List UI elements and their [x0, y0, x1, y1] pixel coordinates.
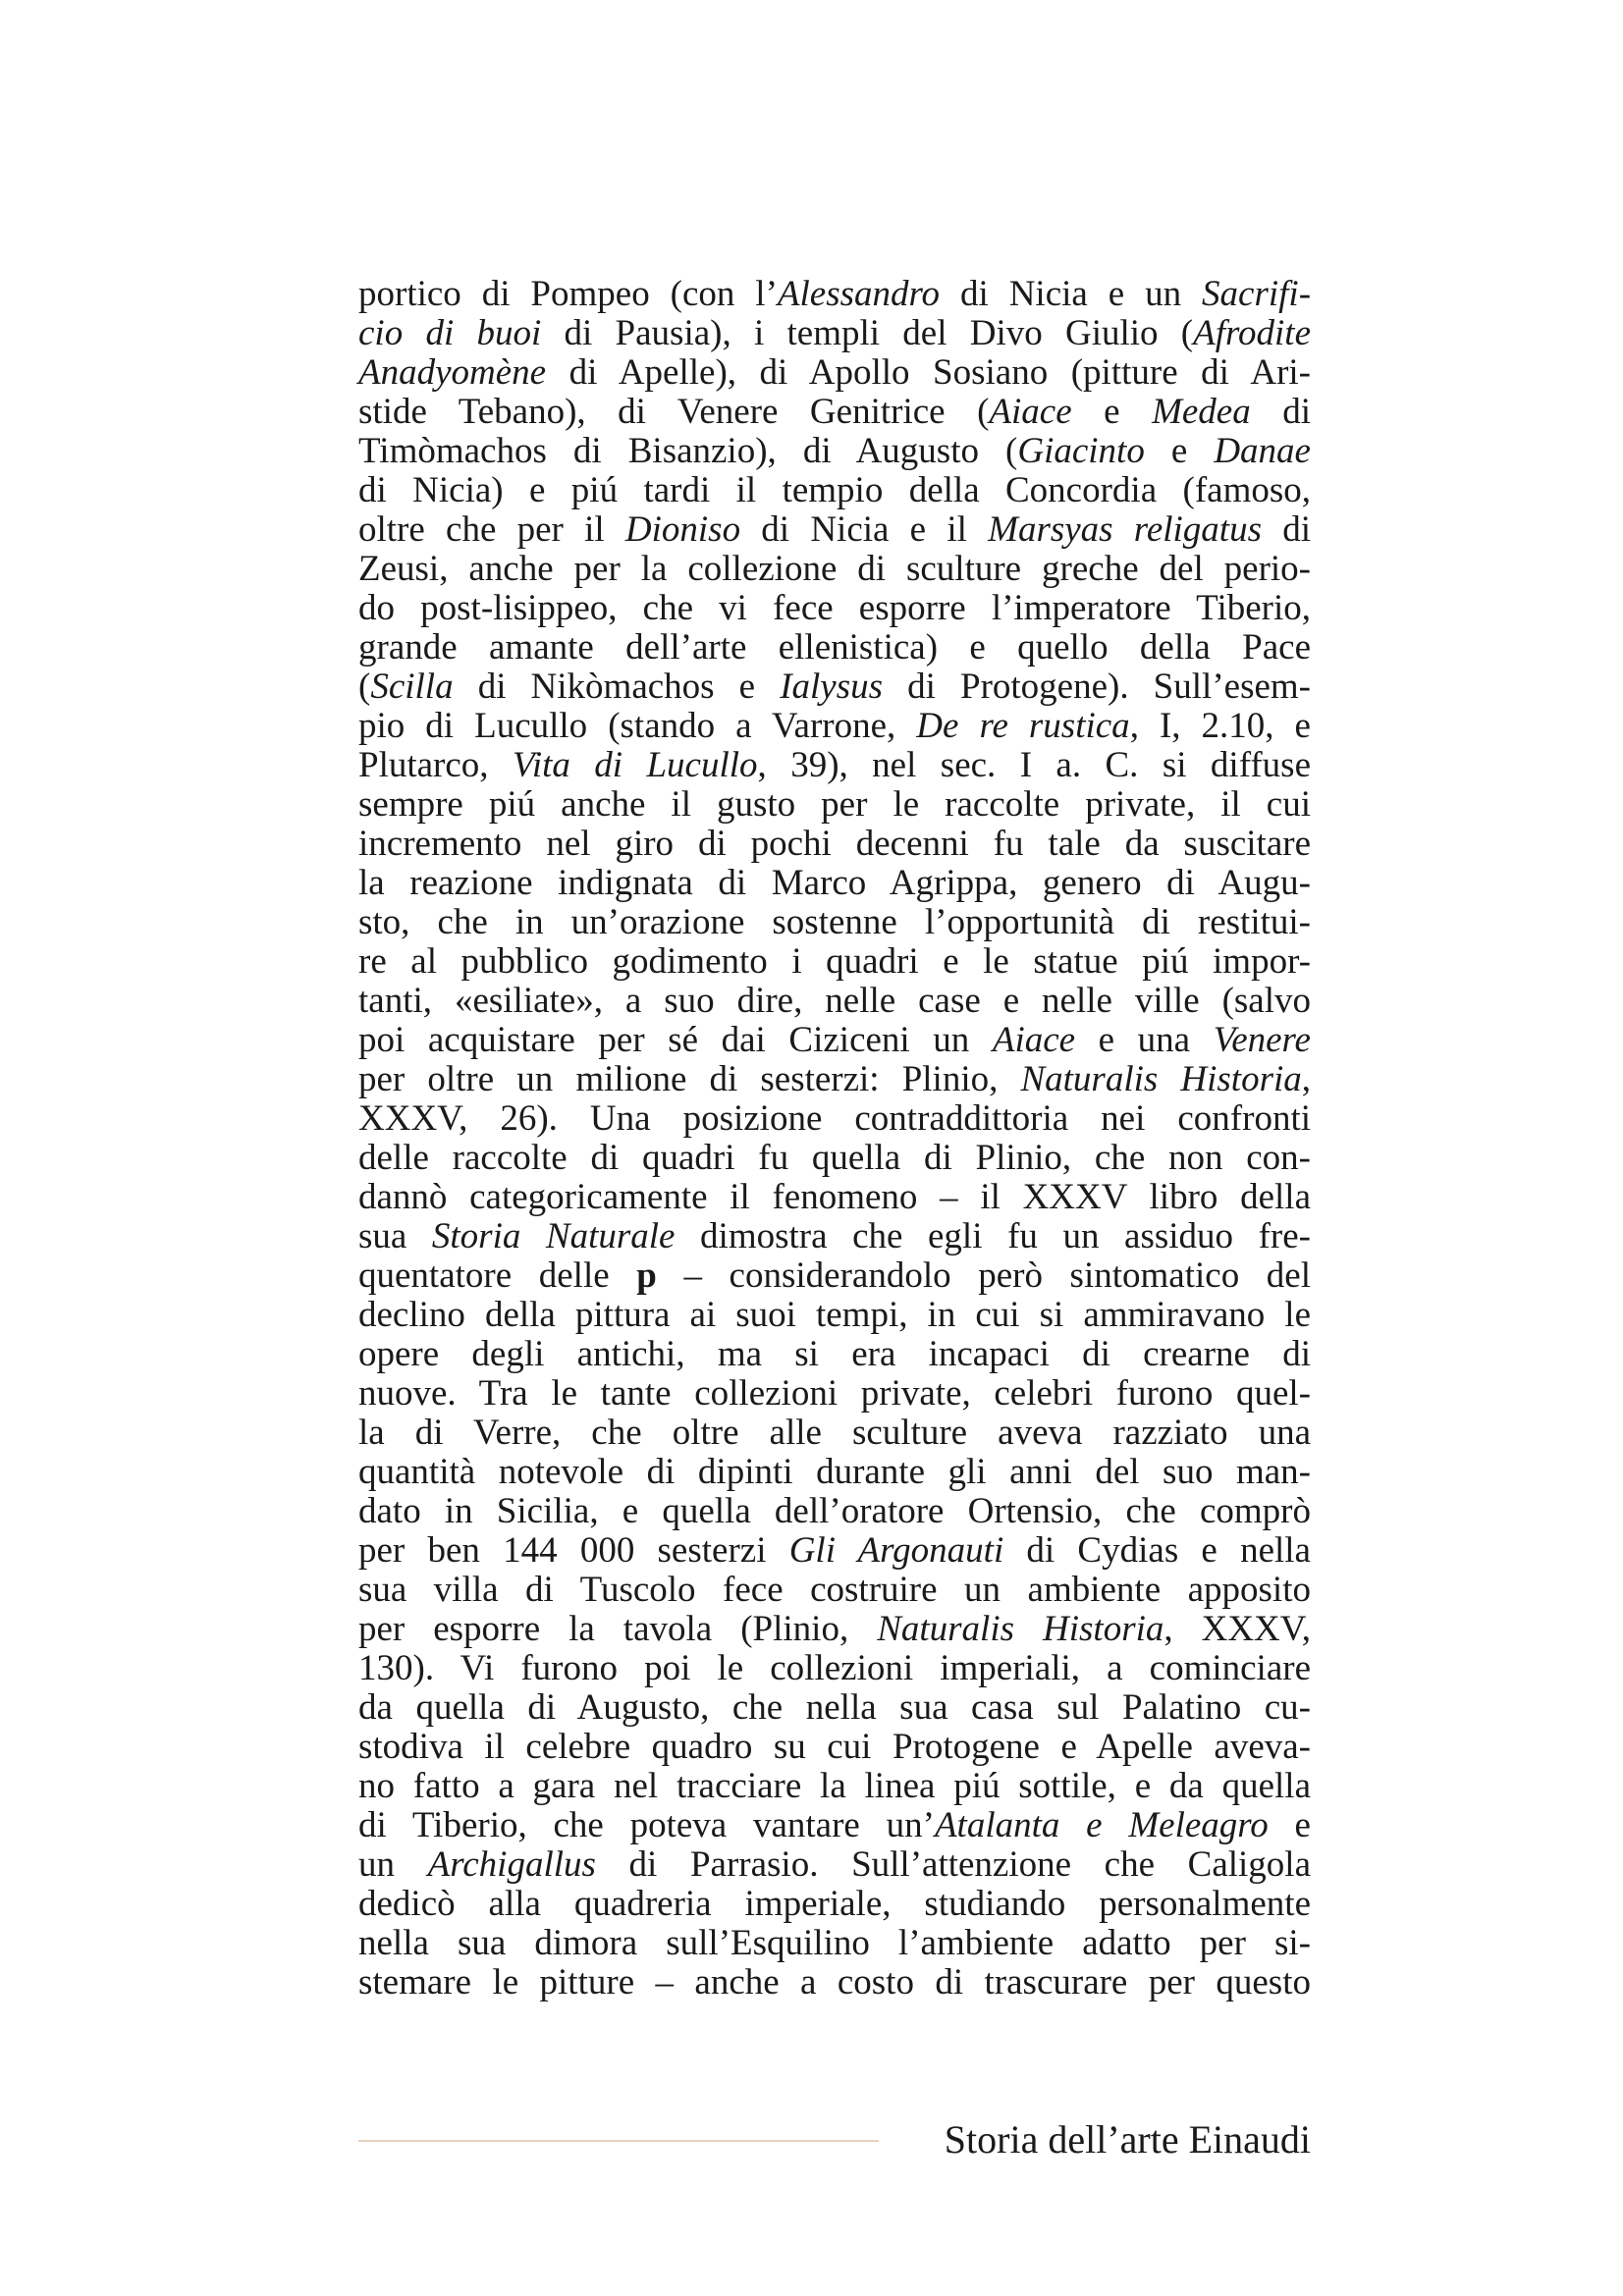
text-line: delle raccolte di quadri fu quella di Plinio, che non con- [358, 1138, 1311, 1178]
text-line: la di Verre, che oltre alle sculture aveva razziato una [358, 1413, 1311, 1453]
text-line: 130). Vi furono poi le collezioni imperiali, a cominciare [358, 1648, 1311, 1688]
text-line: per esporre la tavola (Plinio, Naturalis Historia, XXXV, [358, 1609, 1311, 1649]
text-line: nuove. Tra le tante collezioni private, celebri furono quel- [358, 1373, 1311, 1414]
text-line: quentatore delle p – considerandolo però sintomatico del [358, 1255, 1311, 1296]
text-line: XXXV, 26). Una posizione contraddittoria nei confronti [358, 1098, 1311, 1139]
text-line: (Scilla di Nikòmachos e Ialysus di Protogene). Sull’esem- [358, 667, 1311, 707]
text-line: Plutarco, Vita di Lucullo, 39), nel sec. I a. C. si diffuse [358, 745, 1311, 785]
text-line: sto, che in un’orazione sostenne l’opportunità di restitui- [358, 902, 1311, 942]
text-line: stodiva il celebre quadro su cui Protogene e Apelle aveva- [358, 1727, 1311, 1767]
text-line: Anadyomène di Apelle), di Apollo Sosiano (pitture di Ari- [358, 352, 1311, 393]
text-line: stemare le pitture – anche a costo di trascurare per questo [358, 1962, 1311, 2002]
text-line: la reazione indignata di Marco Agrippa, genero di Augu- [358, 863, 1311, 903]
text-line: quantità notevole di dipinti durante gli anni del suo man- [358, 1452, 1311, 1492]
text-line: un Archigallus di Parrasio. Sull’attenzione che Caligola [358, 1844, 1312, 1885]
text-line: stide Tebano), di Venere Genitrice (Aiace e Medea di [358, 392, 1312, 432]
text-line: re al pubblico godimento i quadri e le statue piú impor- [358, 941, 1311, 982]
text-line: portico di Pompeo (con l’Alessandro di Nicia e un Sacrifi- [358, 274, 1312, 314]
text-line: di Tiberio, che poteva vantare un’Atalanta e Meleagro e [358, 1805, 1311, 1845]
text-line: cio di buoi di Pausia), i templi del Divo Giulio (Afrodite [358, 313, 1312, 353]
text-line: poi acquistare per sé dai Ciziceni un Aiace e una Venere [358, 1020, 1311, 1060]
text-line: pio di Lucullo (stando a Varrone, De re rustica, I, 2.10, e [358, 706, 1311, 746]
text-line: da quella di Augusto, che nella sua casa sul Palatino cu- [358, 1687, 1311, 1728]
text-line: tanti, «esiliate», a suo dire, nelle case e nelle ville (salvo [358, 981, 1311, 1021]
text-line: sua Storia Naturale dimostra che egli fu un assiduo fre- [358, 1216, 1311, 1256]
footer-title: Storia dell’arte Einaudi [944, 2117, 1311, 2162]
text-line: no fatto a gara nel tracciare la linea piú sottile, e da quella [358, 1766, 1311, 1806]
text-line: dato in Sicilia, e quella dell’oratore Ortensio, che comprò [358, 1491, 1311, 1531]
footer-rule [358, 2140, 879, 2142]
text-line: nella sua dimora sull’Esquilino l’ambiente adatto per si- [358, 1923, 1311, 1963]
text-line: dannò categoricamente il fenomeno – il XXXV libro della [358, 1177, 1311, 1217]
text-line: di Nicia) e piú tardi il tempio della Concordia (famoso, [358, 470, 1311, 510]
text-line: incremento nel giro di pochi decenni fu tale da suscitare [358, 824, 1311, 864]
text-line: opere degli antichi, ma si era incapaci di crearne di [358, 1334, 1311, 1374]
text-line: oltre che per il Dioniso di Nicia e il Marsyas religatus di [358, 509, 1311, 550]
text-line: Timòmachos di Bisanzio), di Augusto (Giacinto e Danae [358, 431, 1311, 471]
text-line: Zeusi, anche per la collezione di sculture greche del perio- [358, 549, 1311, 589]
text-line: declino della pittura ai suoi tempi, in cui si ammiravano le [358, 1295, 1311, 1335]
body-text [358, 275, 1311, 2002]
text-line: per oltre un milione di sesterzi: Plinio, Naturalis Historia, [358, 1059, 1311, 1099]
text-line: sua villa di Tuscolo fece costruire un ambiente apposito [358, 1570, 1311, 1610]
text-line: dedicò alla quadreria imperiale, studiando personalmente [358, 1884, 1311, 1924]
text-line: grande amante dell’arte ellenistica) e quello della Pace [358, 627, 1311, 667]
text-line: do post-lisippeo, che vi fece esporre l’imperatore Tiberio, [358, 588, 1311, 628]
text-line: per ben 144 000 sesterzi Gli Argonauti di Cydias e nella [358, 1530, 1311, 1571]
text-line: sempre piú anche il gusto per le raccolte private, il cui [358, 784, 1311, 825]
